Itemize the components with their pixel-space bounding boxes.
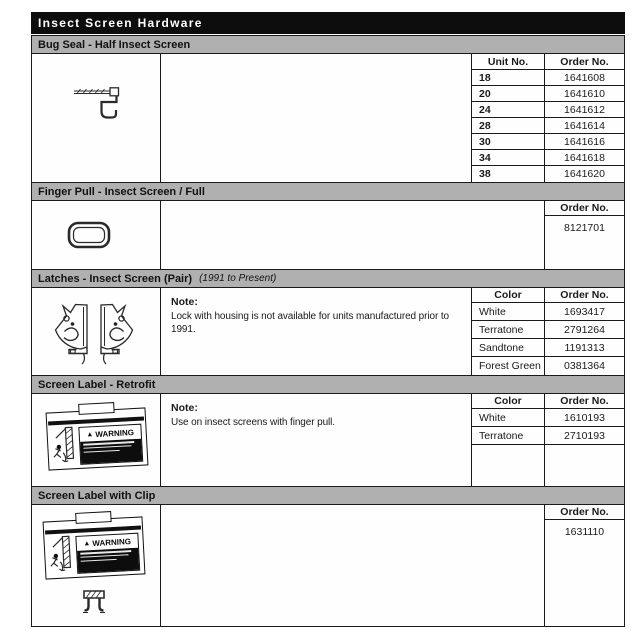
- label-tab: [75, 511, 112, 524]
- section-title: Latches - Insect Screen (Pair): [38, 272, 193, 285]
- section-header-latches: [31, 269, 625, 288]
- unit-no-cell: 28: [472, 118, 545, 133]
- section-header-screen-label-retrofit: [31, 375, 625, 394]
- table-header-row: [545, 505, 624, 520]
- order-no-cell: 1693417: [564, 305, 605, 318]
- color-header: Color: [472, 288, 545, 302]
- order-no-cell: 8121701: [564, 222, 605, 234]
- section-screen-label-retrofit: [31, 393, 625, 487]
- color-cell: Forest Green: [472, 357, 545, 375]
- section-title: Screen Label - Retrofit: [38, 378, 156, 391]
- screen-label-clip-description-cell: [160, 505, 544, 626]
- finger-pull-description-cell: [160, 201, 544, 269]
- order-no-cell: 1641614: [564, 119, 605, 132]
- order-no-cell: 1641608: [564, 71, 605, 84]
- color-header: Color: [472, 394, 545, 408]
- note-text: Use on insect screens with finger pull.: [171, 416, 335, 428]
- note-label: Note:: [171, 296, 198, 308]
- order-no-header: Order No.: [560, 55, 609, 68]
- section-title-suffix: (1991 to Present): [199, 273, 277, 284]
- table-row: [472, 166, 624, 182]
- hazard-triangle-icon: ▲: [83, 539, 91, 548]
- unit-no-cell: 38: [472, 166, 545, 182]
- latch-pair-drawing: [52, 301, 136, 365]
- section-screen-label-clip: [31, 504, 625, 627]
- screen-label-image-cell: [32, 394, 160, 486]
- page-title: Insect Screen Hardware: [31, 12, 625, 34]
- section-header-finger-pull: [31, 182, 625, 201]
- unit-no-cell: 34: [472, 150, 545, 165]
- unit-no-cell: 30: [472, 134, 545, 149]
- order-no-cell: 1641610: [564, 87, 605, 100]
- table-header-row: [472, 288, 624, 303]
- table-row: [472, 150, 624, 166]
- color-order-table: [471, 394, 624, 486]
- order-no-cell: 1191313: [564, 341, 605, 354]
- order-no-cell: 1610193: [564, 411, 605, 424]
- latches-image-cell: [32, 288, 160, 375]
- table-filler: [472, 445, 624, 486]
- order-table: [544, 201, 624, 269]
- order-no-cell: 2791264: [564, 323, 605, 336]
- order-no-cell: 0381364: [564, 360, 605, 372]
- section-title: Bug Seal - Half Insect Screen: [38, 38, 191, 51]
- warning-label-drawing: [46, 407, 149, 470]
- warning-fine-print: [77, 548, 139, 573]
- falling-hazard-pictogram: [50, 425, 78, 466]
- table-row: [472, 134, 624, 150]
- order-no-cell: 1641618: [564, 151, 605, 164]
- order-no-cell: 1641616: [564, 135, 605, 148]
- warning-text-box: [75, 533, 140, 574]
- order-no-header: Order No.: [560, 395, 609, 407]
- unit-no-header: Unit No.: [472, 54, 545, 69]
- section-latches: [31, 287, 625, 376]
- order-no-cell: 1631110: [564, 526, 605, 538]
- order-table: [544, 505, 624, 626]
- order-no-header: Order No.: [560, 202, 609, 214]
- table-row: [472, 86, 624, 102]
- warning-small-text-line: [81, 558, 117, 561]
- bug-seal-image-cell: [32, 54, 160, 182]
- unit-no-cell: 18: [472, 70, 545, 85]
- table-row: [472, 321, 624, 339]
- finger-pull-image-cell: [32, 201, 160, 269]
- section-title: Screen Label with Clip: [38, 489, 156, 502]
- order-no-cell: 1641612: [564, 103, 605, 116]
- page-content: [31, 12, 625, 627]
- bug-seal-profile-drawing: [72, 81, 122, 123]
- table-row: [545, 520, 624, 626]
- table-row: [472, 427, 624, 445]
- falling-hazard-pictogram: [47, 534, 75, 575]
- empty-cell: [545, 445, 624, 486]
- table-row: [472, 102, 624, 118]
- note-text: Lock with housing is not available for units manufactured prior to 1991.: [171, 310, 450, 335]
- section-finger-pull: [31, 200, 625, 270]
- warning-small-text-line: [84, 449, 120, 452]
- section-header-screen-label-clip: [31, 486, 625, 505]
- label-tab: [78, 402, 115, 415]
- color-order-table: [471, 288, 624, 375]
- warning-small-text-line: [80, 554, 128, 558]
- table-row: [472, 339, 624, 357]
- order-no-header: Order No.: [560, 506, 609, 518]
- table-row: [472, 357, 624, 375]
- order-no-cell: 2710193: [564, 429, 605, 442]
- warning-text-box: [78, 424, 143, 465]
- warning-word: WARNING: [95, 427, 135, 439]
- color-cell: Sandtone: [472, 339, 545, 356]
- screen-label-clip-image-cell: [32, 505, 160, 626]
- unit-no-cell: 20: [472, 86, 545, 101]
- color-cell: Terratone: [472, 321, 545, 338]
- table-header-row: [472, 54, 624, 70]
- table-header-row: [472, 394, 624, 409]
- unit-no-cell: 24: [472, 102, 545, 117]
- color-cell: White: [472, 303, 545, 320]
- note-label: Note:: [171, 402, 198, 414]
- table-row: [472, 70, 624, 86]
- table-row: [472, 409, 624, 427]
- table-row: [472, 303, 624, 321]
- section-title: Finger Pull - Insect Screen / Full: [38, 185, 205, 198]
- table-row: [472, 118, 624, 134]
- color-cell: White: [472, 409, 545, 426]
- section-bug-seal: [31, 53, 625, 183]
- order-no-header: Order No.: [560, 289, 609, 301]
- bug-seal-description-cell: [160, 54, 471, 182]
- unit-order-table: [471, 54, 624, 182]
- finger-pull-drawing: [67, 221, 111, 249]
- warning-word: WARNING: [92, 536, 132, 548]
- clip-drawing: [81, 587, 107, 615]
- section-header-bug-seal: [31, 35, 625, 54]
- screen-label-note-cell: [160, 394, 471, 486]
- table-header-row: [545, 201, 624, 216]
- latches-note-cell: [160, 288, 471, 375]
- color-cell: Terratone: [472, 427, 545, 444]
- hazard-triangle-icon: ▲: [86, 430, 94, 439]
- empty-cell: [472, 445, 545, 486]
- warning-label-drawing: [43, 516, 146, 579]
- warning-small-text-line: [83, 445, 131, 449]
- order-no-cell: 1641620: [564, 168, 605, 180]
- warning-fine-print: [80, 439, 142, 464]
- table-row: [545, 216, 624, 269]
